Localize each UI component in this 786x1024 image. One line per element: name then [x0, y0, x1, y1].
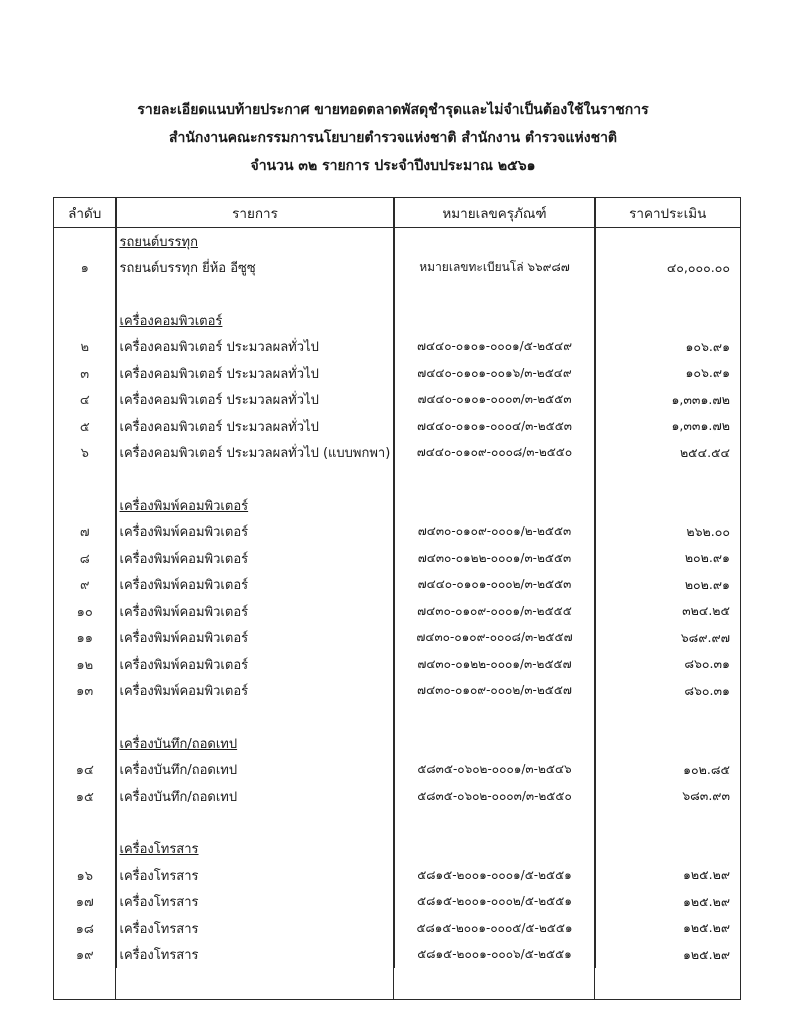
title-line-1: รายละเอียดแนบท้ายประกาศ ขายทอดตลาดพัสดุชำรุดและไม่จำเป็นต้องใช้ในราชการ — [137, 102, 649, 118]
table-row — [54, 625, 740, 652]
category-heading: รถยนต์บรรทุก — [116, 228, 394, 255]
item-description: เครื่องคอมพิวเตอร์ ประมวลผลทั่วไป — [116, 387, 394, 414]
empty-cell — [394, 730, 595, 757]
asset-code: ๕๘๓๕-๐๖๐๒-๐๐๐๑/๓-๒๕๔๖ — [394, 757, 595, 784]
item-description: เครื่องพิมพ์คอมพิวเตอร์ — [116, 625, 394, 652]
appraised-price: ๑,๓๓๑.๗๒ — [671, 391, 730, 407]
row-number: ๗ — [54, 519, 116, 546]
appraised-price: ๑๒๕.๒๙ — [682, 920, 730, 936]
category-heading: เครื่องโทรสาร — [116, 836, 394, 863]
table-row — [54, 678, 740, 705]
document-title — [0, 96, 786, 180]
item-description: เครื่องพิมพ์คอมพิวเตอร์ — [116, 598, 394, 625]
column-header-price: ราคาประเมิน — [595, 198, 740, 228]
row-number: ๖ — [54, 440, 116, 467]
item-description: เครื่องโทรสาร — [116, 915, 394, 942]
appraised-price: ๒๐๒.๙๑ — [684, 550, 730, 566]
appraised-price: ๑๐๒.๘๕ — [683, 761, 730, 777]
empty-cell — [394, 810, 595, 836]
row-number: ๕ — [54, 413, 116, 440]
appraised-price: ๒๕๔.๕๔ — [679, 444, 730, 460]
spacer-row — [54, 281, 740, 307]
column-divider — [115, 198, 116, 999]
table-row — [54, 334, 740, 361]
item-description: เครื่องพิมพ์คอมพิวเตอร์ — [116, 651, 394, 678]
empty-cell — [54, 810, 116, 836]
asset-code: ๕๘๑๕-๒๐๐๑-๐๐๐๒/๕-๒๕๕๑ — [394, 889, 595, 916]
category-row — [54, 307, 740, 334]
empty-cell — [116, 704, 394, 730]
table-row — [54, 598, 740, 625]
item-description: เครื่องโทรสาร — [116, 862, 394, 889]
empty-cell — [595, 704, 740, 730]
appraised-price: ๘๖๐.๓๑ — [684, 682, 730, 698]
row-number: ๘ — [54, 545, 116, 572]
table-row — [54, 387, 740, 414]
spacer-row — [54, 704, 740, 730]
asset-code: ๗๔๔๐-๐๑๐๑-๐๐๐๔/๓-๒๕๕๓ — [394, 413, 595, 440]
table-row — [54, 757, 740, 784]
item-description: เครื่องพิมพ์คอมพิวเตอร์ — [116, 678, 394, 705]
empty-cell — [116, 810, 394, 836]
asset-code: ๗๔๓๐-๐๑๐๙-๐๐๐๑/๒-๒๕๕๓ — [394, 519, 595, 546]
empty-cell — [595, 307, 740, 334]
item-description: เครื่องคอมพิวเตอร์ ประมวลผลทั่วไป — [116, 413, 394, 440]
column-header-item: รายการ — [116, 198, 394, 228]
table-row — [54, 255, 740, 282]
item-description: เครื่องคอมพิวเตอร์ ประมวลผลทั่วไป — [116, 360, 394, 387]
item-description: เครื่องคอมพิวเตอร์ ประมวลผลทั่วไป (แบบพกพา) — [116, 440, 394, 467]
category-row — [54, 730, 740, 757]
asset-code: ๗๔๓๐-๐๑๒๒-๐๐๐๑/๓-๒๕๕๗ — [394, 651, 595, 678]
asset-code: ๗๔๔๐-๐๑๐๙-๐๐๐๘/๓-๒๕๕๐ — [394, 440, 595, 467]
empty-cell — [54, 281, 116, 307]
item-description: เครื่องคอมพิวเตอร์ ประมวลผลทั่วไป — [116, 334, 394, 361]
table-row — [54, 915, 740, 942]
appraised-price: ๔๐,๐๐๐.๐๐ — [666, 259, 730, 275]
appraised-price: ๘๖๐.๓๑ — [684, 656, 730, 672]
asset-code: ๕๘๑๕-๒๐๐๑-๐๐๐๑/๕-๒๕๕๑ — [394, 862, 595, 889]
empty-cell — [595, 466, 740, 492]
appraised-price: ๑๐๖.๙๑ — [685, 365, 730, 381]
column-divider — [594, 198, 595, 999]
table-row — [54, 783, 740, 810]
asset-code: ๗๔๓๐-๐๑๐๙-๐๐๐๑/๓-๒๕๕๕ — [394, 598, 595, 625]
row-number: ๒ — [54, 334, 116, 361]
category-row — [54, 228, 740, 255]
empty-cell — [595, 228, 740, 255]
row-number: ๑๔ — [54, 757, 116, 784]
empty-cell — [54, 228, 116, 255]
empty-cell — [394, 836, 595, 863]
table-row — [54, 862, 740, 889]
table-row — [54, 651, 740, 678]
table-body — [54, 228, 740, 969]
item-description: เครื่องพิมพ์คอมพิวเตอร์ — [116, 572, 394, 599]
asset-code: ๕๘๑๕-๒๐๐๑-๐๐๐๖/๕-๒๕๕๑ — [394, 942, 595, 969]
row-number: ๓ — [54, 360, 116, 387]
table-header-row — [54, 198, 740, 228]
table-row — [54, 545, 740, 572]
asset-code: ๗๔๓๐-๐๑๐๙-๐๐๐๒/๓-๒๕๕๗ — [394, 678, 595, 705]
spacer-row — [54, 810, 740, 836]
asset-code: ๗๔๔๐-๐๑๐๑-๐๐๐๓/๓-๒๕๕๓ — [394, 387, 595, 414]
asset-code: ๕๘๑๕-๒๐๐๑-๐๐๐๕/๕-๒๕๕๑ — [394, 915, 595, 942]
empty-cell — [116, 281, 394, 307]
empty-cell — [54, 307, 116, 334]
appraised-price: ๖๘๓.๙๓ — [682, 788, 730, 804]
asset-code: ๗๔๔๐-๐๑๐๑-๐๐๐๑/๕-๒๕๔๙ — [394, 334, 595, 361]
items-table-frame — [53, 197, 741, 1000]
row-number: ๑๓ — [54, 678, 116, 705]
empty-cell — [595, 810, 740, 836]
row-number: ๑๕ — [54, 783, 116, 810]
row-number: ๑๖ — [54, 862, 116, 889]
empty-cell — [394, 704, 595, 730]
row-number: ๑ — [54, 255, 116, 282]
item-description: เครื่องพิมพ์คอมพิวเตอร์ — [116, 519, 394, 546]
empty-cell — [595, 492, 740, 519]
empty-cell — [595, 836, 740, 863]
empty-cell — [116, 466, 394, 492]
category-heading: เครื่องคอมพิวเตอร์ — [116, 307, 394, 334]
appraised-price: ๒๖๒.๐๐ — [686, 523, 730, 539]
empty-cell — [54, 704, 116, 730]
empty-cell — [394, 492, 595, 519]
row-number: ๑๙ — [54, 942, 116, 969]
spacer-row — [54, 466, 740, 492]
empty-cell — [54, 466, 116, 492]
table-row — [54, 440, 740, 467]
item-description: เครื่องโทรสาร — [116, 889, 394, 916]
empty-cell — [394, 307, 595, 334]
item-description: เครื่องพิมพ์คอมพิวเตอร์ — [116, 545, 394, 572]
appraised-price: ๖๘๙.๙๗ — [680, 629, 730, 645]
category-heading: เครื่องบันทึก/ถอดเทป — [116, 730, 394, 757]
table-row — [54, 942, 740, 969]
empty-cell — [54, 492, 116, 519]
asset-code: ๗๔๔๐-๐๑๐๑-๐๐๑๖/๓-๒๕๔๙ — [394, 360, 595, 387]
empty-cell — [54, 730, 116, 757]
row-number: ๔ — [54, 387, 116, 414]
asset-code: ๗๔๓๐-๐๑๐๙-๐๐๐๘/๓-๒๕๕๗ — [394, 625, 595, 652]
column-header-no: ลำดับ — [54, 198, 116, 228]
asset-code: ๗๔๔๐-๐๑๐๑-๐๐๐๒/๓-๒๕๕๓ — [394, 572, 595, 599]
appraised-price: ๑๒๕.๒๙ — [682, 867, 730, 883]
column-header-asset-code: หมายเลขครุภัณฑ์ — [394, 198, 595, 228]
asset-code: หมายเลขทะเบียนโล่ ๖๖๙๘๗ — [394, 255, 595, 282]
empty-cell — [595, 730, 740, 757]
appraised-price: ๑,๓๓๑.๗๒ — [671, 418, 730, 434]
title-line-2: สำนักงานคณะกรรมการนโยบายตำรวจแห่งชาติ สำนักงาน ตำรวจแห่งชาติ — [168, 130, 618, 146]
empty-cell — [54, 836, 116, 863]
asset-code: ๕๘๓๕-๐๖๐๒-๐๐๐๓/๓-๒๕๕๐ — [394, 783, 595, 810]
appraised-price: ๒๐๒.๙๑ — [684, 576, 730, 592]
table-row — [54, 360, 740, 387]
appraised-price: ๑๒๕.๒๙ — [682, 946, 730, 962]
empty-cell — [394, 228, 595, 255]
items-table — [54, 198, 740, 968]
empty-cell — [394, 281, 595, 307]
table-row — [54, 889, 740, 916]
item-description: เครื่องโทรสาร — [116, 942, 394, 969]
column-divider — [393, 198, 394, 999]
row-number: ๙ — [54, 572, 116, 599]
appraised-price: ๓๒๔.๒๕ — [682, 603, 730, 619]
table-row — [54, 519, 740, 546]
empty-cell — [595, 281, 740, 307]
table-row — [54, 572, 740, 599]
category-heading: เครื่องพิมพ์คอมพิวเตอร์ — [116, 492, 394, 519]
title-line-3: จำนวน ๓๒ รายการ ประจำปีงบประมาณ ๒๕๖๑ — [250, 158, 536, 174]
empty-cell — [394, 466, 595, 492]
item-description: รถยนต์บรรทุก ยี่ห้อ อีซูซุ — [116, 255, 394, 282]
table-row — [54, 413, 740, 440]
appraised-price: ๑๐๖.๙๑ — [685, 338, 730, 354]
asset-code: ๗๔๓๐-๐๑๒๒-๐๐๐๑/๓-๒๕๕๓ — [394, 545, 595, 572]
row-number: ๑๐ — [54, 598, 116, 625]
category-row — [54, 492, 740, 519]
row-number: ๑๑ — [54, 625, 116, 652]
row-number: ๑๒ — [54, 651, 116, 678]
category-row — [54, 836, 740, 863]
row-number: ๑๗ — [54, 889, 116, 916]
appraised-price: ๑๒๕.๒๙ — [682, 893, 730, 909]
item-description: เครื่องบันทึก/ถอดเทป — [116, 757, 394, 784]
item-description: เครื่องบันทึก/ถอดเทป — [116, 783, 394, 810]
row-number: ๑๘ — [54, 915, 116, 942]
